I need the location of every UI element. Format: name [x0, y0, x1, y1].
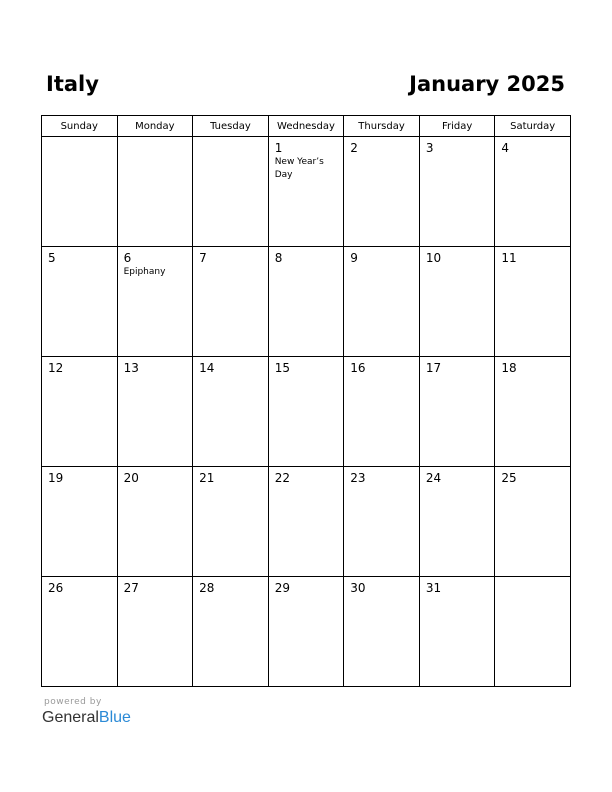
brand-general-text: General — [42, 709, 99, 726]
day-cell-content — [193, 247, 268, 265]
day-number: 15 — [274, 361, 290, 375]
day-cell — [193, 467, 269, 577]
day-cell — [268, 247, 344, 357]
day-number: 17 — [425, 361, 442, 375]
day-cell — [42, 357, 118, 467]
day-cell-content — [269, 357, 344, 375]
day-cell — [193, 137, 269, 247]
day-number: 26 — [48, 581, 64, 595]
day-cell — [193, 247, 269, 357]
day-number: 5 — [48, 251, 56, 265]
holiday-label: New Year’s Day — [274, 157, 324, 180]
day-cell-content — [118, 247, 193, 279]
week-row — [42, 577, 571, 687]
day-cell — [42, 137, 118, 247]
day-cell-content — [269, 577, 344, 595]
day-cell-content — [420, 247, 495, 265]
day-number: 3 — [425, 141, 434, 155]
day-cell-content — [42, 357, 117, 375]
day-cell — [193, 357, 269, 467]
day-number: 8 — [274, 251, 283, 265]
day-number: 25 — [501, 471, 517, 485]
day-cell-content — [420, 467, 495, 485]
day-cell-content — [193, 577, 268, 595]
day-cell-content — [420, 357, 495, 375]
day-number: 29 — [274, 581, 290, 595]
day-cell-content — [344, 357, 419, 375]
day-cell — [117, 357, 193, 467]
day-number: 13 — [123, 361, 139, 375]
day-cell — [344, 467, 420, 577]
weekday-header: Thursday — [344, 116, 420, 137]
weekday-header-row — [42, 116, 571, 137]
day-cell — [42, 247, 118, 357]
weekday-header: Sunday — [42, 116, 118, 137]
day-cell — [117, 577, 193, 687]
holiday-label: Epiphany — [123, 267, 166, 277]
day-cell — [193, 577, 269, 687]
day-cell-content — [42, 247, 117, 265]
day-cell — [344, 577, 420, 687]
day-number: 9 — [350, 251, 358, 265]
weekday-header: Saturday — [495, 116, 571, 137]
day-cell-content — [193, 357, 268, 375]
day-cell — [344, 137, 420, 247]
day-number: 27 — [123, 581, 139, 595]
calendar-grid — [41, 115, 571, 687]
day-cell-content — [344, 467, 419, 485]
day-number: 4 — [501, 141, 510, 155]
day-number: 12 — [48, 361, 64, 375]
day-cell — [495, 467, 571, 577]
day-number: 16 — [350, 361, 366, 375]
day-cell — [495, 137, 571, 247]
day-cell-content — [269, 467, 344, 485]
day-cell-content — [193, 137, 268, 141]
day-cell — [419, 577, 495, 687]
day-cell-content — [118, 137, 193, 141]
weekday-header: Wednesday — [268, 116, 344, 137]
day-number: 31 — [425, 581, 442, 595]
day-number: 28 — [199, 581, 215, 595]
day-cell-content — [420, 577, 495, 595]
day-number: 6 — [123, 251, 132, 265]
day-number: 23 — [350, 471, 366, 485]
day-cell-content — [495, 577, 570, 581]
brand-blue-text: Blue — [98, 709, 131, 726]
day-cell-content — [495, 357, 570, 375]
day-cell-content — [42, 467, 117, 485]
weekday-header: Tuesday — [193, 116, 269, 137]
day-cell — [419, 247, 495, 357]
generalblue-logo — [42, 708, 131, 728]
day-cell — [344, 247, 420, 357]
day-cell — [268, 467, 344, 577]
day-cell — [495, 577, 571, 687]
day-cell — [268, 577, 344, 687]
day-cell-content — [495, 137, 570, 155]
day-cell-content — [495, 467, 570, 485]
month-year-title: January 2025 — [409, 72, 565, 96]
day-number: 2 — [350, 141, 358, 155]
day-cell-content — [118, 577, 193, 595]
day-cell-content — [193, 467, 268, 485]
day-cell — [117, 247, 193, 357]
week-row — [42, 467, 571, 577]
day-cell — [495, 357, 571, 467]
powered-by-text: powered by — [44, 697, 102, 707]
day-number: 7 — [199, 251, 207, 265]
weekday-header: Monday — [117, 116, 193, 137]
day-cell — [42, 577, 118, 687]
day-cell — [268, 137, 344, 247]
day-cell — [419, 357, 495, 467]
day-cell-content — [269, 247, 344, 265]
day-cell-content — [344, 247, 419, 265]
day-number: 22 — [274, 471, 290, 485]
day-number: 30 — [350, 581, 366, 595]
day-number: 21 — [199, 471, 215, 485]
day-number: 20 — [123, 471, 139, 485]
day-cell — [344, 357, 420, 467]
day-number: 10 — [425, 251, 442, 265]
day-number: 19 — [48, 471, 64, 485]
day-cell-content — [344, 137, 419, 155]
day-cell — [42, 467, 118, 577]
day-cell-content — [344, 577, 419, 595]
day-cell — [268, 357, 344, 467]
day-number: 24 — [425, 471, 442, 485]
day-cell-content — [495, 247, 570, 265]
day-number: 1 — [274, 141, 283, 155]
day-cell-content — [42, 577, 117, 595]
calendar-body — [42, 137, 571, 687]
day-cell-content — [420, 137, 495, 155]
day-number: 14 — [199, 361, 215, 375]
week-row — [42, 137, 571, 247]
day-cell — [495, 247, 571, 357]
day-cell-content — [118, 357, 193, 375]
day-cell-content — [42, 137, 117, 141]
week-row — [42, 247, 571, 357]
day-number: 11 — [501, 251, 517, 265]
country-title: Italy — [46, 72, 99, 96]
day-cell — [117, 467, 193, 577]
day-cell — [419, 137, 495, 247]
day-cell-content — [118, 467, 193, 485]
week-row — [42, 357, 571, 467]
day-cell — [117, 137, 193, 247]
day-cell-content — [269, 137, 344, 182]
day-number: 18 — [501, 361, 517, 375]
weekday-header: Friday — [419, 116, 495, 137]
day-cell — [419, 467, 495, 577]
